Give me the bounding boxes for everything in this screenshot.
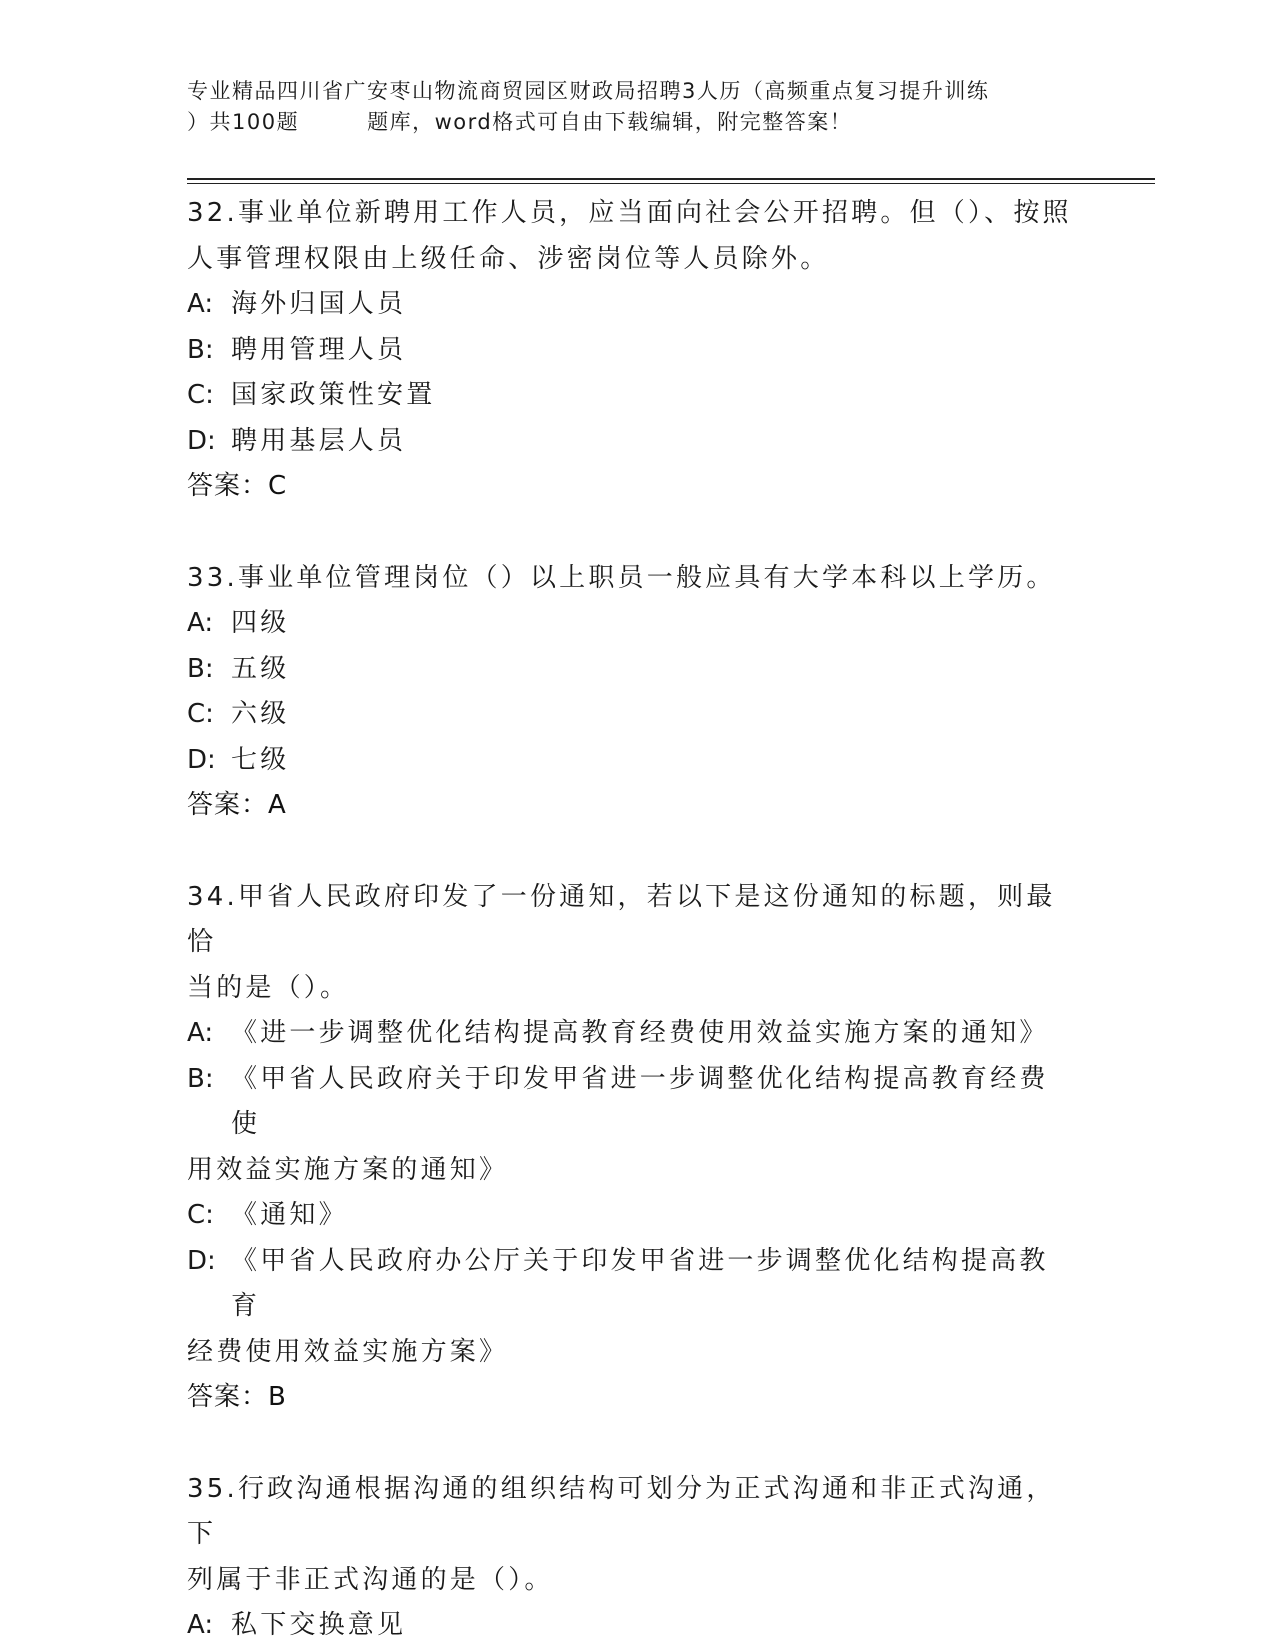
option-c <box>187 1193 1077 1239</box>
question-stem: 32.事业单位新聘用工作人员，应当面向社会公开招聘。但（）、按照 <box>187 198 1072 228</box>
option-key: B: <box>187 334 214 365</box>
option-b <box>187 647 1077 693</box>
header-divider-thick <box>187 178 1155 180</box>
option-a <box>187 601 1077 647</box>
option-d <box>187 1239 1077 1330</box>
option-text: 四级 <box>231 608 290 638</box>
answer-line: 答案：B <box>187 1382 287 1412</box>
option-text: 《进一步调整优化结构提高教育经费使用效益实施方案的通知》 <box>231 1018 1049 1048</box>
question-35 <box>187 1467 1077 1649</box>
option-b <box>187 1057 1077 1148</box>
option-key: D: <box>187 425 216 456</box>
option-key: B: <box>187 1063 214 1094</box>
question-stem-continued: 当的是（）。 <box>187 972 350 1003</box>
option-c <box>187 692 1077 738</box>
question-34 <box>187 875 1077 1421</box>
option-text: 《甲省人民政府办公厅关于印发甲省进一步调整优化结构提高教育 <box>231 1245 1049 1321</box>
question-stem: 33.事业单位管理岗位（）以上职员一般应具有大学本科以上学历。 <box>187 562 1056 593</box>
option-text: 《通知》 <box>231 1200 348 1230</box>
option-key: C: <box>187 699 214 729</box>
question-32 <box>187 191 1077 510</box>
header-line-2-right: 题库，word格式可自由下载编辑，附完整答案！ <box>367 110 853 134</box>
header-line-2-left: ）共100题 <box>187 110 300 134</box>
question-stem-continued: 人事管理权限由上级任命、涉密岗位等人员除外。 <box>187 243 830 274</box>
option-a <box>187 1603 1077 1649</box>
question-list <box>187 191 1077 1649</box>
option-c <box>187 373 1077 419</box>
answer-line: 答案：C <box>187 471 288 501</box>
option-key: D: <box>187 1245 216 1276</box>
question-stem: 34.甲省人民政府印发了一份通知，若以下是这份通知的标题，则最恰 <box>187 881 1056 957</box>
option-text: 六级 <box>231 699 290 729</box>
option-key: D: <box>187 744 216 775</box>
option-key: A: <box>187 608 214 638</box>
document-header <box>187 76 1087 138</box>
option-b <box>187 328 1077 374</box>
option-a <box>187 1011 1077 1057</box>
option-text: 聘用基层人员 <box>231 425 407 456</box>
option-d <box>187 419 1077 465</box>
option-text: 五级 <box>231 653 290 684</box>
option-key: A: <box>187 1018 214 1048</box>
header-divider-thin <box>187 183 1155 184</box>
option-text: 海外归国人员 <box>231 289 407 319</box>
option-b-continued: 用效益实施方案的通知》 <box>187 1154 509 1185</box>
option-text: 聘用管理人员 <box>231 334 407 365</box>
option-key: A: <box>187 289 214 319</box>
option-text: 私下交换意见 <box>231 1610 407 1640</box>
answer-line: 答案：A <box>187 790 287 820</box>
question-33 <box>187 556 1077 829</box>
option-key: A: <box>187 1610 214 1640</box>
header-line-2 <box>187 107 1087 138</box>
option-text: 《甲省人民政府关于印发甲省进一步调整优化结构提高教育经费使 <box>231 1063 1049 1139</box>
question-stem: 35.行政沟通根据沟通的组织结构可划分为正式沟通和非正式沟通，下 <box>187 1473 1056 1549</box>
option-key: C: <box>187 1200 214 1230</box>
option-d <box>187 738 1077 784</box>
option-text: 七级 <box>231 744 290 775</box>
option-key: C: <box>187 380 214 410</box>
option-a <box>187 282 1077 328</box>
option-key: B: <box>187 653 214 684</box>
option-d-continued: 经费使用效益实施方案》 <box>187 1336 509 1367</box>
header-line-1: 专业精品四川省广安枣山物流商贸园区财政局招聘3人历（高频重点复习提升训练 <box>187 79 990 103</box>
question-stem-continued: 列属于非正式沟通的是（）。 <box>187 1564 554 1595</box>
option-text: 国家政策性安置 <box>231 380 436 410</box>
